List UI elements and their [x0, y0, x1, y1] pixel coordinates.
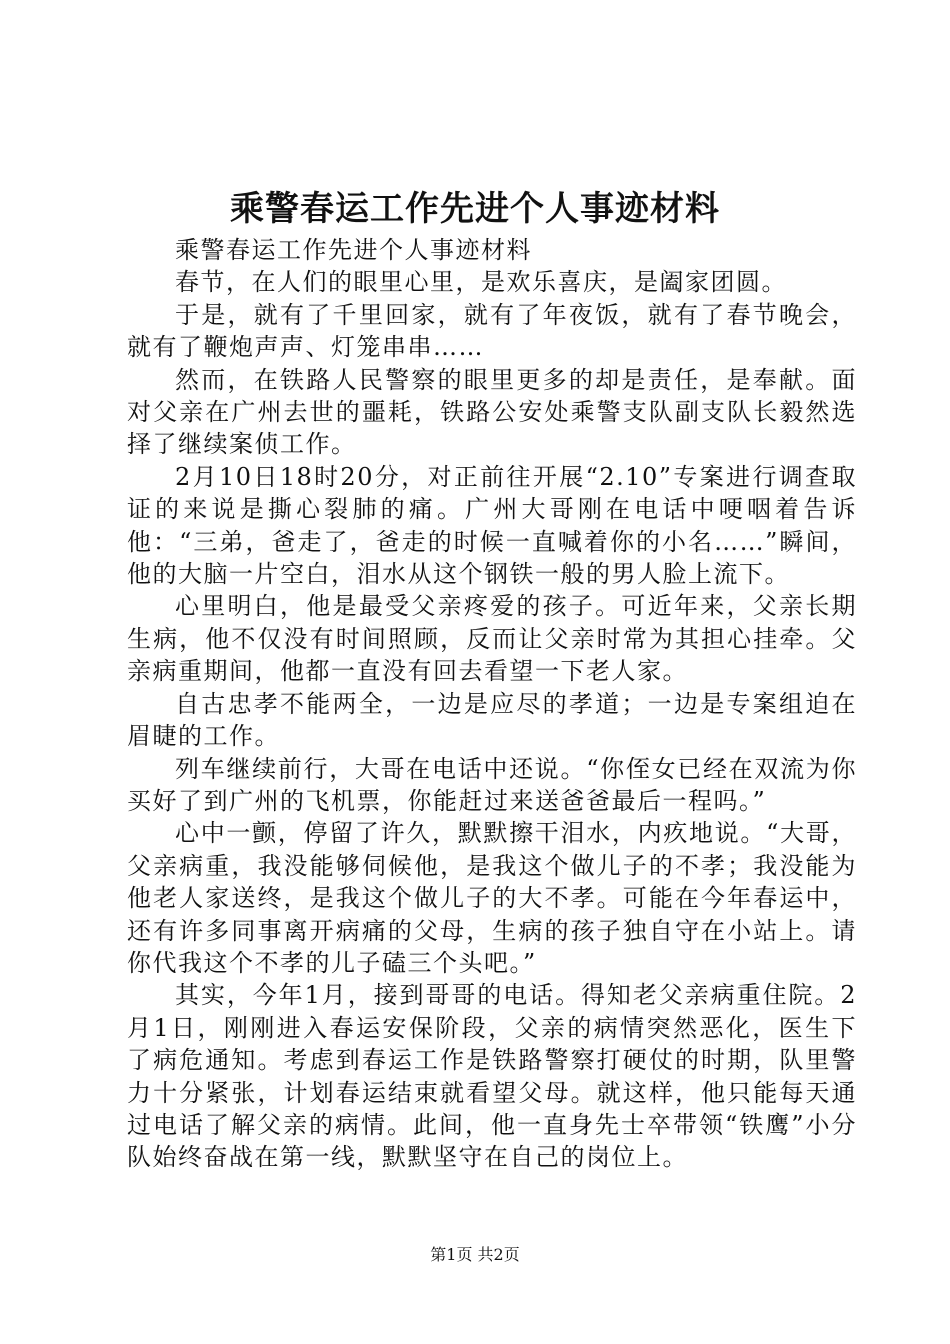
paragraph: 然而，在铁路人民警察的眼里更多的却是责任，是奉献。面对父亲在广州去世的噩耗，铁路公安处乘警支队副支队长毅然选择了继续案侦工作。 [127, 365, 857, 459]
paragraph: 自古忠孝不能两全，一边是应尽的孝道；一边是专案组迫在眉睫的工作。 [127, 689, 857, 751]
paragraph: 乘警春运工作先进个人事迹材料 [175, 236, 532, 264]
paragraph: 心中一颤，停留了许久，默默擦干泪水，内疚地说。“大哥，父亲病重，我没能够伺候他，是我这个做儿子的不孝；我没能为他老人家送终，是我这个做儿子的大不孝。可能在今年春运中，还有许多同事离开病痛的父母，生病的孩子独自守在小站上。请你代我这个不孝的儿子磕三个头吧。” [127, 819, 857, 977]
paragraph: 其实，今年1月，接到哥哥的电话。得知老父亲病重住院。2月1日，刚刚进入春运安保阶段，父亲的病情突然恶化，医生下了病危通知。考虑到春运工作是铁路警察打硬仗的时期，队里警力十分紧张，计划春运结束就看望父母。就这样，他只能每天通过电话了解父亲的病情。此间，他一直身先士卒带领“铁鹰”小分队始终奋战在第一线，默默坚守在自己的岗位上。 [127, 981, 857, 1172]
page-number-footer: 第1页 共2页 [430, 1245, 520, 1264]
paragraph: 春节，在人们的眼里心里，是欢乐喜庆，是阖家团圆。 [175, 268, 787, 297]
paragraph: 心里明白，他是最受父亲疼爱的孩子。可近年来，父亲长期生病，他不仅没有时间照顾，反而让父亲时常为其担心挂牵。父亲病重期间，他都一直没有回去看望一下老人家。 [127, 592, 857, 686]
document-title: 乘警春运工作先进个人事迹材料 [230, 189, 720, 229]
document-body [127, 234, 857, 1174]
paragraph: 列车继续前行，大哥在电话中还说。“你侄女已经在双流为你买好了到广州的飞机票，你能赶过来送爸爸最后一程吗。” [127, 754, 857, 815]
paragraph: 2月10日18时20分，对正前往开展“2.10”专案进行调查取证的来说是撕心裂肺的痛。广州大哥刚在电话中哽咽着告诉他：“三弟，爸走了，爸走的时候一直喊着你的小名……”瞬间，他的大脑一片空白，泪水从这个钢铁一般的男人脸上流下。 [127, 462, 857, 589]
paragraph: 于是，就有了千里回家，就有了年夜饭，就有了春节晚会，就有了鞭炮声声、灯笼串串…… [127, 300, 857, 362]
